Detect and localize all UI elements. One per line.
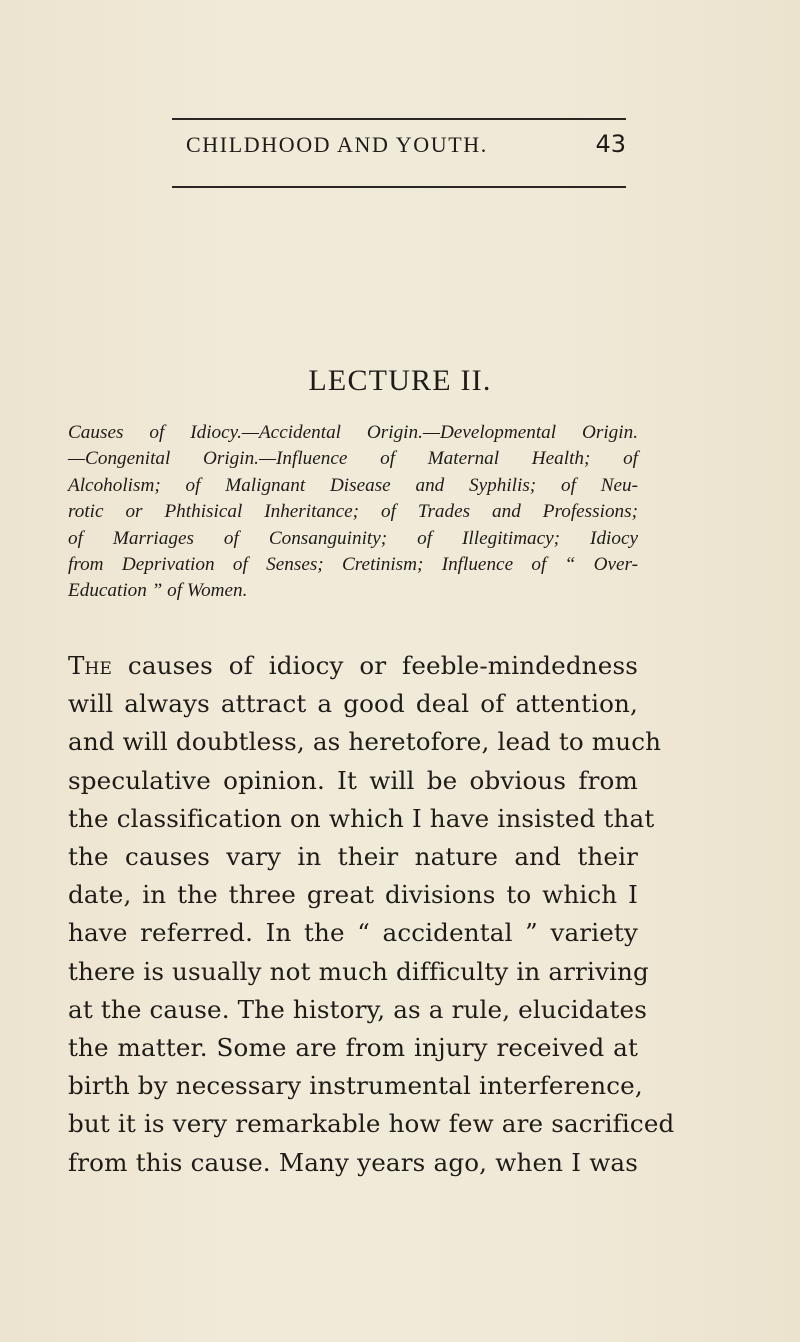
summary-line: of Marriages of Consanguinity; of Illegitimacy; Idiocy [68, 527, 638, 549]
body-line: there is usually not much difficulty in arriving [68, 956, 649, 986]
lecture-summary [68, 420, 638, 605]
running-title: CHILDHOOD AND YOUTH. [186, 132, 488, 157]
body-line: from this cause. Many years ago, when I was [68, 1147, 638, 1177]
body-line: and will doubtless, as heretofore, lead to much [68, 727, 662, 757]
body-line: have referred. In the “ accidental ” variety [68, 918, 638, 948]
summary-line: Alcoholism; of Malignant Disease and Syphilis; of Neu- [68, 474, 638, 496]
body-line: at the cause. The history, as a rule, elucidates [68, 994, 647, 1024]
body-paragraph [68, 647, 675, 1182]
page-number: 43 [595, 130, 626, 158]
summary-line: from Deprivation of Senses; Cretinism; Influence of “ Over- [68, 554, 638, 576]
header-rule-top [172, 118, 626, 120]
summary-line: rotic or Phthisical Inheritance; of Trades and Professions; [68, 501, 638, 523]
body-line: the classification on which I have insisted that [68, 803, 655, 833]
body-line-text: causes of idiocy or feeble-mindedness [112, 651, 638, 680]
opening-word: The [68, 651, 113, 680]
summary-line: Causes of Idiocy.—Accidental Origin.—Developmental Origin. [68, 422, 638, 443]
summary-line: Education ” of Women. [68, 580, 248, 602]
body-line: birth by necessary instrumental interference, [68, 1071, 643, 1101]
header-rule-bottom [172, 186, 626, 188]
summary-line: —Congenital Origin.—Influence of Maternal Health; of [68, 448, 638, 470]
body-line: but it is very remarkable how few are sacrificed [68, 1109, 675, 1139]
running-head [186, 132, 626, 172]
body-line [68, 647, 638, 685]
lecture-title: LECTURE II. [308, 364, 492, 397]
body-line: date, in the three great divisions to which I [68, 880, 638, 910]
body-line: speculative opinion. It will be obvious from [68, 765, 638, 795]
body-line: will always attract a good deal of attention, [68, 689, 638, 719]
body-line: the matter. Some are from injury received at [68, 1033, 638, 1063]
body-line: the causes vary in their nature and their [68, 842, 638, 872]
